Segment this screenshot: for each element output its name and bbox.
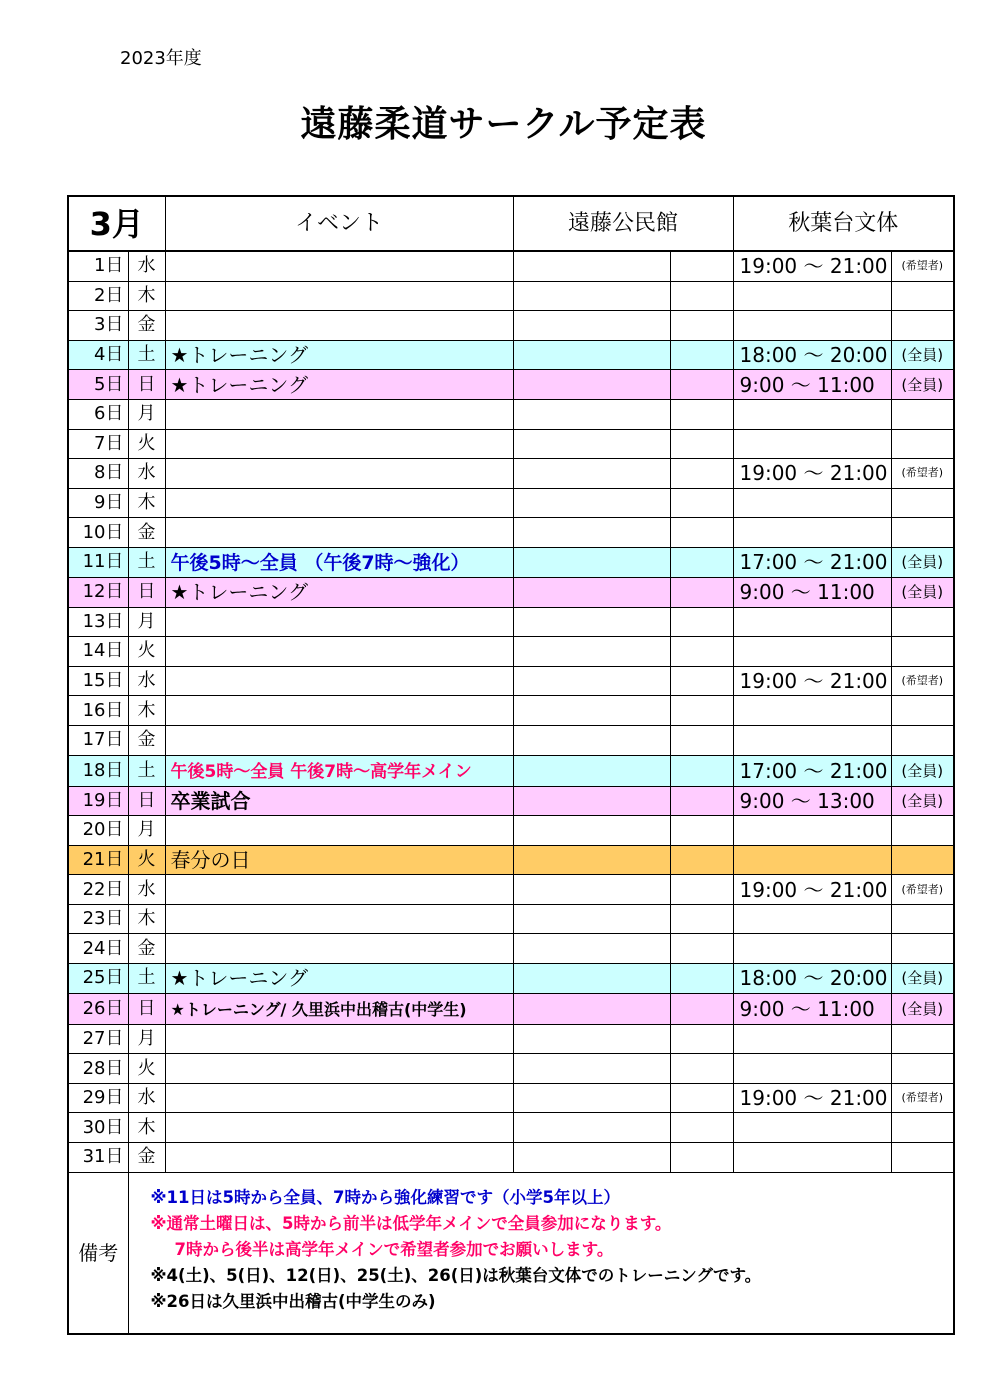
weekday-cell: 金	[128, 934, 165, 964]
gym-note-cell: (全員)	[891, 755, 954, 786]
event-text: ★トレーニング/ 久里浜中出稽古(中学生)	[170, 999, 467, 1019]
gym-note-cell: (希望者)	[891, 875, 954, 905]
gym-note-cell: (希望者)	[891, 459, 954, 489]
weekday-cell: 日	[128, 577, 165, 607]
schedule-row	[68, 281, 954, 311]
gym-time-cell	[733, 281, 891, 311]
schedule-row	[68, 786, 954, 816]
event-text: 卒業試合	[170, 788, 251, 813]
weekday-cell: 金	[128, 1143, 165, 1173]
event-cell	[165, 934, 513, 964]
remark-line: ※4(土)、5(日)、12(日)、25(土)、26(日)は秋葉台文体でのトレーニングです。	[150, 1265, 762, 1285]
gym-note-cell	[891, 934, 954, 964]
day-cell: 30日	[68, 1113, 128, 1143]
hall-time-cell	[513, 904, 670, 934]
hall-note-cell	[670, 786, 733, 816]
day-cell: 27日	[68, 1024, 128, 1054]
weekday-cell: 水	[128, 875, 165, 905]
schedule-row	[68, 725, 954, 755]
schedule-row	[68, 518, 954, 548]
hall-note-cell	[670, 964, 733, 994]
day-cell: 31日	[68, 1143, 128, 1173]
weekday-cell: 木	[128, 1113, 165, 1143]
day-cell: 15日	[68, 666, 128, 696]
schedule-row	[68, 816, 954, 846]
schedule-row	[68, 577, 954, 607]
weekday-cell: 水	[128, 1083, 165, 1113]
hall-note-cell	[670, 875, 733, 905]
hall-note-cell	[670, 755, 733, 786]
event-cell	[165, 251, 513, 281]
event-cell	[165, 607, 513, 637]
hall-time-cell	[513, 816, 670, 846]
gym-note-cell: (全員)	[891, 786, 954, 816]
gym-time-cell	[733, 934, 891, 964]
page-title: 遠藤柔道サークル予定表	[300, 104, 707, 145]
hall-time-cell	[513, 1143, 670, 1173]
day-cell: 24日	[68, 934, 128, 964]
hall-time-cell	[513, 637, 670, 667]
hall-time-cell	[513, 696, 670, 726]
hall-note-cell	[670, 845, 733, 875]
event-cell	[165, 399, 513, 429]
hall-time-cell	[513, 429, 670, 459]
day-cell: 25日	[68, 964, 128, 994]
gym-time-cell: 17:00 ～ 21:00	[733, 755, 891, 786]
hall-time-cell	[513, 964, 670, 994]
gym-time-cell	[733, 399, 891, 429]
gym-time-cell	[733, 1054, 891, 1084]
schedule-row	[68, 1113, 954, 1143]
day-cell: 13日	[68, 607, 128, 637]
schedule-row	[68, 1024, 954, 1054]
weekday-cell: 木	[128, 904, 165, 934]
hall-time-cell	[513, 607, 670, 637]
day-cell: 29日	[68, 1083, 128, 1113]
weekday-cell: 月	[128, 607, 165, 637]
hall-time-cell	[513, 340, 670, 370]
hall-time-cell	[513, 281, 670, 311]
schedule-row	[68, 755, 954, 786]
hall-note-cell	[670, 725, 733, 755]
weekday-cell: 火	[128, 429, 165, 459]
gym-time-cell: 19:00 ～ 21:00	[733, 251, 891, 281]
weekday-cell: 金	[128, 518, 165, 548]
hall-note-cell	[670, 816, 733, 846]
gym-time-cell	[733, 637, 891, 667]
hall-note-cell	[670, 577, 733, 607]
gym-note-cell	[891, 281, 954, 311]
gym-note-cell: (希望者)	[891, 666, 954, 696]
event-cell	[165, 518, 513, 548]
gym-note-cell: (希望者)	[891, 1083, 954, 1113]
schedule-row	[68, 666, 954, 696]
weekday-cell: 水	[128, 459, 165, 489]
gym-note-cell	[891, 696, 954, 726]
event-cell	[165, 696, 513, 726]
weekday-cell: 日	[128, 786, 165, 816]
schedule-row	[68, 993, 954, 1024]
schedule-row	[68, 1054, 954, 1084]
gym-note-cell	[891, 399, 954, 429]
event-cell	[165, 666, 513, 696]
hall-note-cell	[670, 1054, 733, 1084]
hall-time-cell	[513, 993, 670, 1024]
hall-time-cell	[513, 875, 670, 905]
schedule-row	[68, 1083, 954, 1113]
hall-column-header: 遠藤公民館	[513, 196, 733, 251]
hall-time-cell	[513, 666, 670, 696]
gym-time-cell	[733, 904, 891, 934]
gym-time-cell	[733, 1024, 891, 1054]
gym-time-cell: 9:00 ～ 11:00	[733, 993, 891, 1024]
hall-note-cell	[670, 934, 733, 964]
day-cell: 11日	[68, 547, 128, 577]
hall-time-cell	[513, 547, 670, 577]
schedule-row	[68, 311, 954, 341]
day-cell: 23日	[68, 904, 128, 934]
gym-note-cell: (全員)	[891, 340, 954, 370]
remarks-label: 備考	[68, 1172, 128, 1334]
weekday-cell: 金	[128, 311, 165, 341]
day-cell: 1日	[68, 251, 128, 281]
schedule-row	[68, 429, 954, 459]
hall-time-cell	[513, 845, 670, 875]
hall-note-cell	[670, 1024, 733, 1054]
hall-time-cell	[513, 1024, 670, 1054]
gym-note-cell: (全員)	[891, 577, 954, 607]
hall-note-cell	[670, 311, 733, 341]
schedule-row	[68, 370, 954, 400]
event-cell	[165, 547, 513, 577]
gym-note-cell	[891, 1024, 954, 1054]
gym-time-cell	[733, 1143, 891, 1173]
hall-time-cell	[513, 488, 670, 518]
weekday-cell: 火	[128, 637, 165, 667]
hall-note-cell	[670, 607, 733, 637]
gym-time-cell	[733, 311, 891, 341]
weekday-cell: 月	[128, 1024, 165, 1054]
day-cell: 7日	[68, 429, 128, 459]
gym-note-cell	[891, 1054, 954, 1084]
event-cell	[165, 637, 513, 667]
event-cell	[165, 755, 513, 786]
hall-note-cell	[670, 370, 733, 400]
gym-time-cell: 18:00 ～ 20:00	[733, 964, 891, 994]
event-cell: ★トレーニング	[165, 577, 513, 607]
gym-time-cell: 9:00 ～ 11:00	[733, 577, 891, 607]
hall-time-cell	[513, 370, 670, 400]
event-cell	[165, 281, 513, 311]
schedule-row	[68, 547, 954, 577]
event-cell	[165, 429, 513, 459]
event-cell: 春分の日	[165, 845, 513, 875]
hall-time-cell	[513, 1054, 670, 1084]
day-cell: 5日	[68, 370, 128, 400]
weekday-cell: 木	[128, 696, 165, 726]
hall-note-cell	[670, 251, 733, 281]
event-cell	[165, 786, 513, 816]
schedule-row	[68, 607, 954, 637]
gym-time-cell	[733, 725, 891, 755]
gym-time-cell	[733, 1113, 891, 1143]
schedule-row	[68, 340, 954, 370]
weekday-cell: 日	[128, 993, 165, 1024]
gym-note-cell	[891, 845, 954, 875]
event-cell	[165, 1113, 513, 1143]
weekday-cell: 日	[128, 370, 165, 400]
event-cell	[165, 904, 513, 934]
hall-note-cell	[670, 429, 733, 459]
remark-line: ※11日は5時から全員、7時から強化練習です（小学5年以上）	[150, 1187, 620, 1207]
remark-line: 7時から後半は高学年メインで希望者参加でお願いします。	[174, 1239, 614, 1259]
remarks-row	[68, 1172, 954, 1334]
gym-note-cell	[891, 816, 954, 846]
gym-time-cell	[733, 607, 891, 637]
gym-note-cell	[891, 904, 954, 934]
weekday-cell: 火	[128, 845, 165, 875]
hall-note-cell	[670, 399, 733, 429]
gym-time-cell	[733, 488, 891, 518]
day-cell: 19日	[68, 786, 128, 816]
event-cell: ★トレーニング	[165, 964, 513, 994]
gym-time-cell: 19:00 ～ 21:00	[733, 459, 891, 489]
day-cell: 17日	[68, 725, 128, 755]
day-cell: 8日	[68, 459, 128, 489]
gym-time-cell	[733, 429, 891, 459]
event-cell	[165, 816, 513, 846]
weekday-cell: 土	[128, 340, 165, 370]
day-cell: 4日	[68, 340, 128, 370]
remark-line: ※26日は久里浜中出稽古(中学生のみ)	[150, 1291, 436, 1311]
day-cell: 16日	[68, 696, 128, 726]
gym-note-cell: (全員)	[891, 370, 954, 400]
fiscal-year: 2023年度	[120, 48, 202, 69]
event-column-header: イベント	[165, 196, 513, 251]
hall-note-cell	[670, 666, 733, 696]
event-cell	[165, 311, 513, 341]
hall-time-cell	[513, 251, 670, 281]
event-cell	[165, 993, 513, 1024]
event-text: 午後5時～全員 （午後7時～強化）	[170, 551, 470, 574]
event-cell	[165, 1143, 513, 1173]
gym-time-cell: 18:00 ～ 20:00	[733, 340, 891, 370]
schedule-row	[68, 459, 954, 489]
day-cell: 14日	[68, 637, 128, 667]
day-cell: 20日	[68, 816, 128, 846]
schedule-row	[68, 904, 954, 934]
hall-note-cell	[670, 1113, 733, 1143]
gym-note-cell	[891, 429, 954, 459]
gym-note-cell	[891, 725, 954, 755]
day-cell: 21日	[68, 845, 128, 875]
hall-note-cell	[670, 281, 733, 311]
schedule-row	[68, 964, 954, 994]
schedule-table	[67, 195, 955, 1335]
event-cell	[165, 725, 513, 755]
gym-note-cell: (希望者)	[891, 251, 954, 281]
gym-time-cell	[733, 518, 891, 548]
schedule-row	[68, 488, 954, 518]
hall-note-cell	[670, 904, 733, 934]
schedule-row	[68, 399, 954, 429]
event-cell	[165, 488, 513, 518]
weekday-cell: 月	[128, 816, 165, 846]
event-cell: ★トレーニング	[165, 370, 513, 400]
hall-note-cell	[670, 993, 733, 1024]
remarks-body	[128, 1172, 954, 1334]
remark-line: ※通常土曜日は、5時から前半は低学年メインで全員参加になります。	[150, 1213, 672, 1233]
event-cell	[165, 459, 513, 489]
hall-time-cell	[513, 1113, 670, 1143]
event-cell	[165, 875, 513, 905]
hall-time-cell	[513, 459, 670, 489]
hall-note-cell	[670, 637, 733, 667]
hall-time-cell	[513, 399, 670, 429]
gym-note-cell	[891, 607, 954, 637]
hall-note-cell	[670, 1083, 733, 1113]
day-cell: 3日	[68, 311, 128, 341]
gym-note-cell	[891, 637, 954, 667]
gym-note-cell	[891, 1143, 954, 1173]
weekday-cell: 火	[128, 1054, 165, 1084]
schedule-row	[68, 875, 954, 905]
gym-time-cell: 19:00 ～ 21:00	[733, 875, 891, 905]
hall-time-cell	[513, 786, 670, 816]
event-text: 午後5時～全員 午後7時～高学年メイン	[170, 761, 472, 782]
weekday-cell: 土	[128, 755, 165, 786]
gym-time-cell: 19:00 ～ 21:00	[733, 1083, 891, 1113]
gym-note-cell: (全員)	[891, 993, 954, 1024]
gym-note-cell	[891, 488, 954, 518]
month-label: 3月	[68, 196, 165, 251]
hall-note-cell	[670, 547, 733, 577]
hall-note-cell	[670, 340, 733, 370]
hall-note-cell	[670, 518, 733, 548]
gym-time-cell: 9:00 ～ 11:00	[733, 370, 891, 400]
event-cell	[165, 1024, 513, 1054]
hall-note-cell	[670, 696, 733, 726]
gym-time-cell	[733, 816, 891, 846]
hall-note-cell	[670, 459, 733, 489]
gym-note-cell	[891, 518, 954, 548]
hall-time-cell	[513, 755, 670, 786]
schedule-row	[68, 251, 954, 281]
day-cell: 9日	[68, 488, 128, 518]
weekday-cell: 金	[128, 725, 165, 755]
gym-note-cell	[891, 311, 954, 341]
hall-time-cell	[513, 518, 670, 548]
hall-time-cell	[513, 1083, 670, 1113]
day-cell: 2日	[68, 281, 128, 311]
gym-time-cell: 17:00 ～ 21:00	[733, 547, 891, 577]
day-cell: 22日	[68, 875, 128, 905]
event-cell	[165, 1083, 513, 1113]
gym-time-cell	[733, 845, 891, 875]
schedule-row	[68, 934, 954, 964]
weekday-cell: 土	[128, 964, 165, 994]
hall-time-cell	[513, 934, 670, 964]
day-cell: 26日	[68, 993, 128, 1024]
hall-note-cell	[670, 488, 733, 518]
hall-note-cell	[670, 1143, 733, 1173]
weekday-cell: 水	[128, 666, 165, 696]
schedule-row	[68, 1143, 954, 1173]
weekday-cell: 月	[128, 399, 165, 429]
header-row	[68, 196, 954, 251]
day-cell: 6日	[68, 399, 128, 429]
gym-time-cell: 19:00 ～ 21:00	[733, 666, 891, 696]
day-cell: 28日	[68, 1054, 128, 1084]
day-cell: 10日	[68, 518, 128, 548]
schedule-row	[68, 637, 954, 667]
event-cell	[165, 1054, 513, 1084]
weekday-cell: 土	[128, 547, 165, 577]
event-cell: ★トレーニング	[165, 340, 513, 370]
day-cell: 12日	[68, 577, 128, 607]
gym-time-cell	[733, 696, 891, 726]
day-cell: 18日	[68, 755, 128, 786]
gym-note-cell	[891, 1113, 954, 1143]
schedule-row	[68, 696, 954, 726]
weekday-cell: 木	[128, 281, 165, 311]
hall-time-cell	[513, 577, 670, 607]
gym-note-cell: (全員)	[891, 964, 954, 994]
weekday-cell: 水	[128, 251, 165, 281]
gym-time-cell: 9:00 ～ 13:00	[733, 786, 891, 816]
weekday-cell: 木	[128, 488, 165, 518]
gym-column-header: 秋葉台文体	[733, 196, 954, 251]
hall-time-cell	[513, 725, 670, 755]
gym-note-cell: (全員)	[891, 547, 954, 577]
hall-time-cell	[513, 311, 670, 341]
schedule-row	[68, 845, 954, 875]
